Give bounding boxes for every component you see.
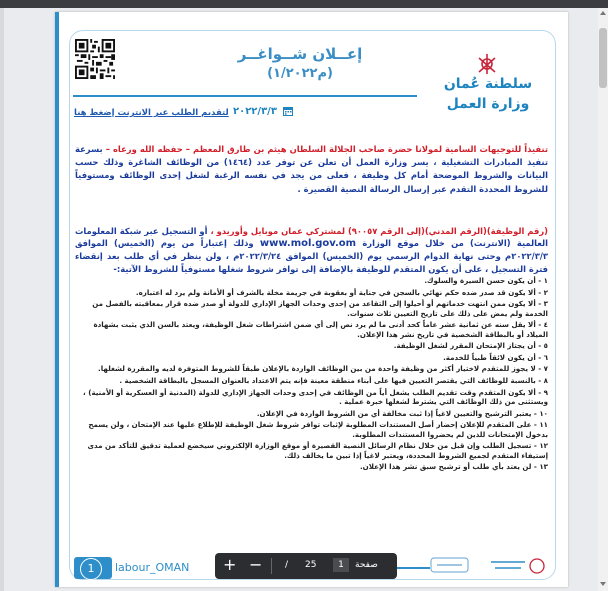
header-divider bbox=[73, 95, 417, 97]
page-number-input[interactable] bbox=[333, 558, 349, 572]
ministry-url: www.mol.gov.om bbox=[259, 238, 357, 250]
condition-item: ١١ - على المتقدم للإعلان إحضار أصل المستندات المطلوبة لإثبات توافر شروط شغل الوظيفة للإطلاع عليها عند الإمتحان ، ولن يسمح بدخول الإمتحانات للذين لم يحضروا المستندات المطلوبة. bbox=[88, 420, 548, 439]
announcement-number: (م١/٢٠٢٢) bbox=[267, 66, 333, 81]
zoom-out-button[interactable]: − bbox=[249, 555, 263, 574]
toolbar-separator bbox=[271, 558, 272, 574]
condition-item: ٤ - ألا يقل سنه عن ثمانية عشر عاماً كحد أدنى ما لم يرد نص إلى أي ضمن اشتراطات شغل الوظيفة، ويعتد بالسن الذي يثبت بشهادة الميلاد أو بالبطاقة الشخصية في تاريخ نشر هذا الإعلان. bbox=[93, 320, 548, 339]
scroll-down-arrow-icon[interactable] bbox=[600, 582, 606, 586]
logo-text-oman: سلطنة عُمان bbox=[443, 76, 533, 92]
intro-lead: تنفيذاً للتوجيهات السامية لمولانا حضرة صاحب الجلالة السلطان هيثم بن طارق المعظم – حفظه الله ورعاه – bbox=[105, 144, 548, 154]
total-pages: 25 bbox=[305, 560, 317, 570]
condition-item: ١٣ - لن يعتد بأي طلب أو ترشيح سبق نشر هذا الإعلان. bbox=[359, 462, 548, 472]
intro-text: بسرعة تنفيذ المبادرات التشغيلية ، يسر وزارة العمل أن تعلن عن توفر عدد (١٤٦٤) من الوظائف الشاغرة وذلك حسب البيانات والشروط الموضحة أمام كل وظيفة ، فعلى من يجد في نفسه الرغبة لشغل إحدى الوظائف ومستوفياً للشروط المحددة التقدم عبر إرسال الرسالة النصية القصيرة . bbox=[75, 144, 548, 194]
scroll-up-arrow-icon[interactable] bbox=[600, 11, 606, 15]
calendar-icon bbox=[283, 106, 293, 116]
page-slash: / bbox=[285, 560, 289, 570]
registration-lead: (رقم الوظيفة)(الرقم المدني)(إلى الرقم ٩٠٠٥٧) لمشتركي عمان موبايل وأوريدو ، bbox=[210, 226, 548, 236]
conditions-list bbox=[75, 276, 548, 474]
scrollbar-thumb[interactable] bbox=[599, 28, 607, 88]
page-number: 1 bbox=[80, 558, 102, 580]
condition-item: ٢ - ألا يكون قد صدر ضده حكم نهائي بالسجن في جناية أو بعقوبة في جريمة مخلة بالشرف أو الأمانة ولم يرد له اعتباره. bbox=[135, 287, 548, 297]
condition-item: ٨ - بالنسبة للوظائف التي يقتصر التعيين فيها على أبناء منطقة معينة فإنه يتم الاعتداد بالعنوان المسجل بالبطاقة الشخصية . bbox=[119, 375, 548, 385]
logo-text-ministry: وزارة العمل bbox=[446, 96, 530, 112]
viewer-left-edge bbox=[0, 8, 4, 591]
zoom-in-button[interactable]: + bbox=[223, 555, 237, 574]
vertical-scrollbar[interactable] bbox=[598, 8, 608, 591]
condition-item: ٩ - ألا يكون المتقدم وقت تقديم الطلب يشغل أياً من الوظائف في إحدى وحدات الجهاز الإداري للدولة (المدنية أو العسكرية أو الأمنية) ، ويستثنى من ذلك الوظائف التي يشترط لشغلها خبرة عملية . bbox=[83, 387, 548, 406]
page-label: صفحة bbox=[355, 560, 378, 570]
registration-text-2: وذلك إعتباراً من يوم (الخميس) الموافق ٢٠٢٢/٣/٣م وحتى نهاية الدوام الرسمي يوم (الخميس) الموافق ٢٠٢٢/٣/٢٤م ، ولن ينظر في أي طلب بعد إنقضاء فترة التسجيل ، على أن يكون المتقدم للوظيفة بالإضافة إلى توافر شروط شغلها مستوفياً للشروط الآتية:- bbox=[75, 238, 548, 274]
page-left-stripe bbox=[55, 12, 59, 587]
registration-text-1: أو التسجيل عبر شبكة المعلومات العالمية (الانترنت) من خلال موقع الوزارة bbox=[75, 226, 549, 249]
condition-item: ٦ - أن يكون لائقاً طبياً للخدمة. bbox=[443, 352, 548, 362]
condition-item: ١ - أن يكون حسن السيرة والسلوك. bbox=[424, 276, 548, 285]
condition-item: ١٠ - يعتبر الترشيح والتعيين لاغياً إذا ثبت مخالفة أي من الشروط الواردة في الإعلان. bbox=[256, 408, 548, 418]
qr-code-icon[interactable] bbox=[75, 39, 115, 79]
social-handle: labour_OMAN bbox=[115, 561, 190, 574]
condition-item: ٧ - لا يجوز للمتقدم لاختيار أكثر من وظيفة واحدة من بين الوظائف الواردة بالإعلان طبقاً للشروط المتوفرة لديه والمقررة لشغلها. bbox=[98, 364, 548, 374]
apply-online-link[interactable]: لتقديم الطلب عبر الانترنت إضغط هنا bbox=[74, 108, 229, 118]
footer-partner-logo-icon bbox=[427, 554, 472, 576]
intro-paragraph bbox=[75, 143, 548, 196]
condition-item: ٥ - أن يجتاز الإمتحان المقرر لشغل الوظيفة. bbox=[393, 341, 548, 351]
condition-item: ٣ - ألا يكون ممن انتهت خدماتهم أو أحيلوا إلى التقاعد من إحدى وحدات الجهاز الإداري للدولة أو صدر ضده قرار بمعاقبته بالفصل من الخدمة ولم يمض على ذلك على تاريخ التعيين ثلاث سنوات. bbox=[92, 299, 548, 318]
viewer-top-bar bbox=[0, 0, 608, 8]
announcement-title: إعــلان شــواغــر bbox=[237, 45, 363, 63]
document-page bbox=[55, 12, 568, 587]
pdf-viewer-toolbar bbox=[215, 553, 397, 579]
footer-ministry-logo-icon bbox=[487, 552, 547, 580]
registration-paragraph bbox=[75, 225, 548, 275]
condition-item: ١٢ - تسجيل الطلب وإن قبل من خلال نظام الرسائل النصية القصيرة أو موقع الوزارة الإلكتروني سيخضع لعملية تدقيق للتأكد من مدى إستيفاء المتقدم لجميع الشروط المحددة، ويعتبر لاغياً إذا تبين ما يخالف ذلك. bbox=[87, 441, 548, 460]
announcement-date: ٢٠٢٢/٣/٣ bbox=[233, 106, 277, 117]
